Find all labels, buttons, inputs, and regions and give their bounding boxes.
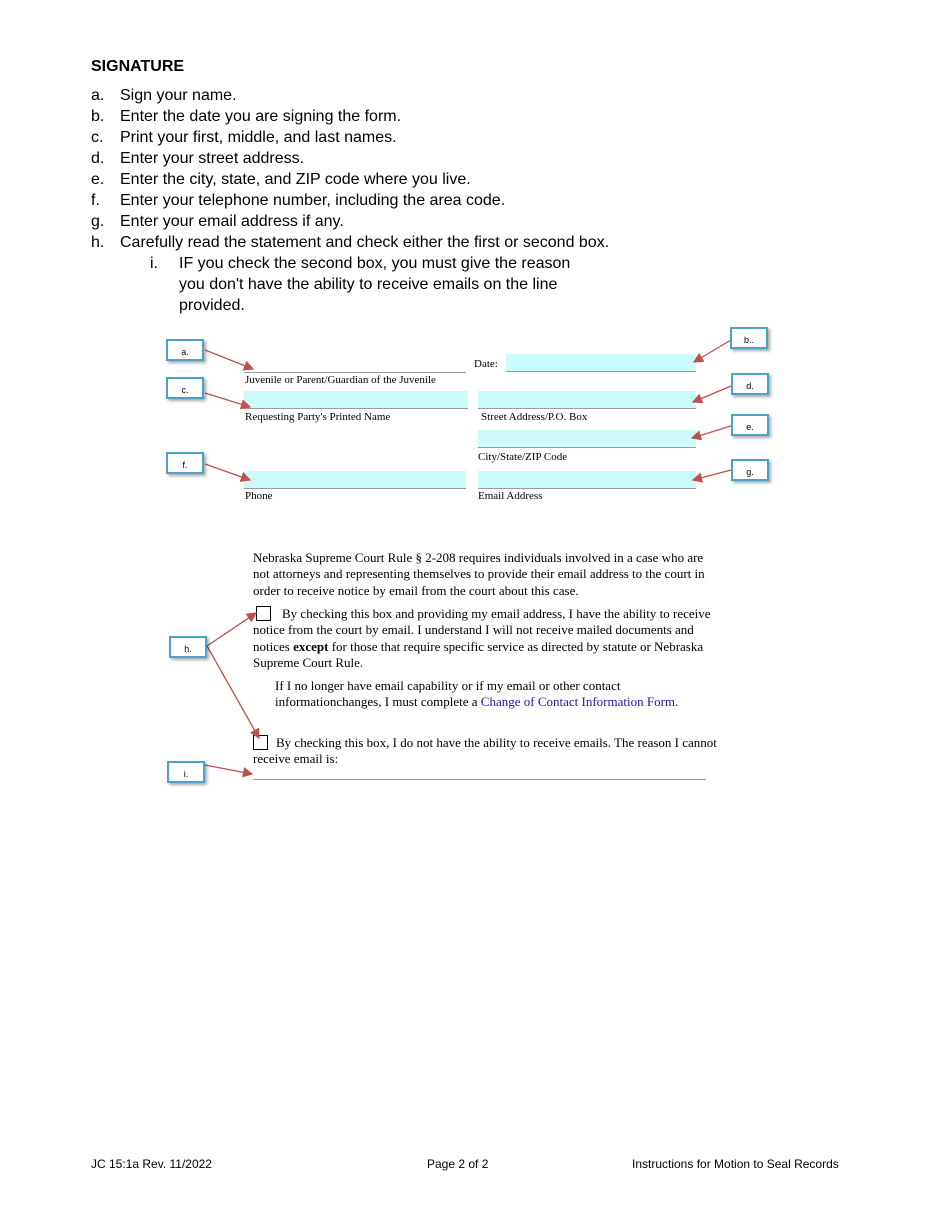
street-address-label: Street Address/P.O. Box	[481, 411, 588, 423]
change-of-contact-link[interactable]: Change of Contact Information Form	[480, 694, 676, 710]
callout-g: g.	[731, 459, 769, 481]
email-ability-text: By checking this box and providing my email address, I have the ability to receive notice from the court by email. I understand I will not receive mailed documents and notices	[253, 606, 711, 654]
contact-change-text: If I no longer have email capability or if my email or other contact informationchanges, I must complete a	[275, 678, 621, 710]
footer-document-title: Instructions for Motion to Seal Records	[632, 1157, 839, 1171]
arrow-d	[693, 386, 731, 402]
callout-f: f.	[166, 452, 204, 474]
email-ability-emphasis: except	[293, 638, 329, 654]
arrow-f	[205, 464, 250, 480]
list-text: IF you check the second box, you must give the reason you don't have the ability to receive emails on the line provided.	[179, 255, 571, 314]
list-text: Enter the date you are signing the form.	[120, 108, 402, 125]
list-text: Carefully read the statement and check either the first or second box.	[120, 234, 610, 251]
rule-statement: Nebraska Supreme Court Rule § 2-208 requires individuals involved in a case who are not attorneys and representing themselves to provide their email address to the court in order to receive notice by email from the court about this case.	[253, 550, 705, 598]
callout-d: d.	[731, 373, 769, 395]
list-marker: a.	[91, 87, 105, 104]
list-marker: c.	[91, 129, 104, 146]
arrow-g	[693, 470, 731, 480]
list-marker: b.	[91, 108, 105, 125]
arrow-i	[205, 765, 252, 774]
list-text: Enter your street address.	[120, 150, 305, 167]
email-ability-text-end: for those that require specific service as directed by statute or Nebraska Supreme Court Rule.	[253, 638, 704, 670]
arrow-c	[205, 393, 250, 407]
contact-change-period: .	[675, 694, 679, 710]
list-marker: i.	[150, 255, 158, 272]
printed-name-label: Requesting Party's Printed Name	[245, 411, 391, 423]
callout-e: e.	[731, 414, 769, 436]
callout-b: b..	[730, 327, 768, 349]
city-state-zip-label: City/State/ZIP Code	[478, 451, 568, 463]
callout-c: c.	[166, 377, 204, 399]
arrow-a	[205, 350, 253, 369]
list-text: Enter the city, state, and ZIP code where you live.	[120, 171, 471, 188]
list-marker: d.	[91, 150, 105, 167]
date-label: Date:	[474, 358, 498, 370]
footer-page-number: Page 2 of 2	[427, 1157, 489, 1171]
list-text: Enter your telephone number, including the area code.	[120, 192, 506, 209]
email-label: Email Address	[478, 490, 543, 502]
list-text: Print your first, middle, and last names.	[120, 129, 397, 146]
footer-form-number: JC 15:1a Rev. 11/2022	[91, 1157, 212, 1171]
list-marker: f.	[91, 192, 100, 209]
list-text: Enter your email address if any.	[120, 213, 344, 230]
section-heading: SIGNATURE	[91, 58, 185, 75]
arrow-e	[692, 426, 731, 438]
list-text: Sign your name.	[120, 87, 237, 104]
callout-a: a.	[166, 339, 204, 361]
callout-i: i.	[167, 761, 205, 783]
callout-h: h.	[169, 636, 207, 658]
list-marker: g.	[91, 213, 105, 230]
arrow-h-first	[207, 613, 256, 646]
phone-label: Phone	[245, 490, 273, 502]
arrow-h-second	[207, 646, 259, 738]
list-marker: h.	[91, 234, 105, 251]
signature-label: Juvenile or Parent/Guardian of the Juvenile	[245, 374, 436, 386]
list-marker: e.	[91, 171, 105, 188]
no-email-statement: By checking this box, I do not have the ability to receive emails. The reason I cannot receive email is:	[253, 735, 717, 767]
arrow-b	[694, 340, 731, 362]
